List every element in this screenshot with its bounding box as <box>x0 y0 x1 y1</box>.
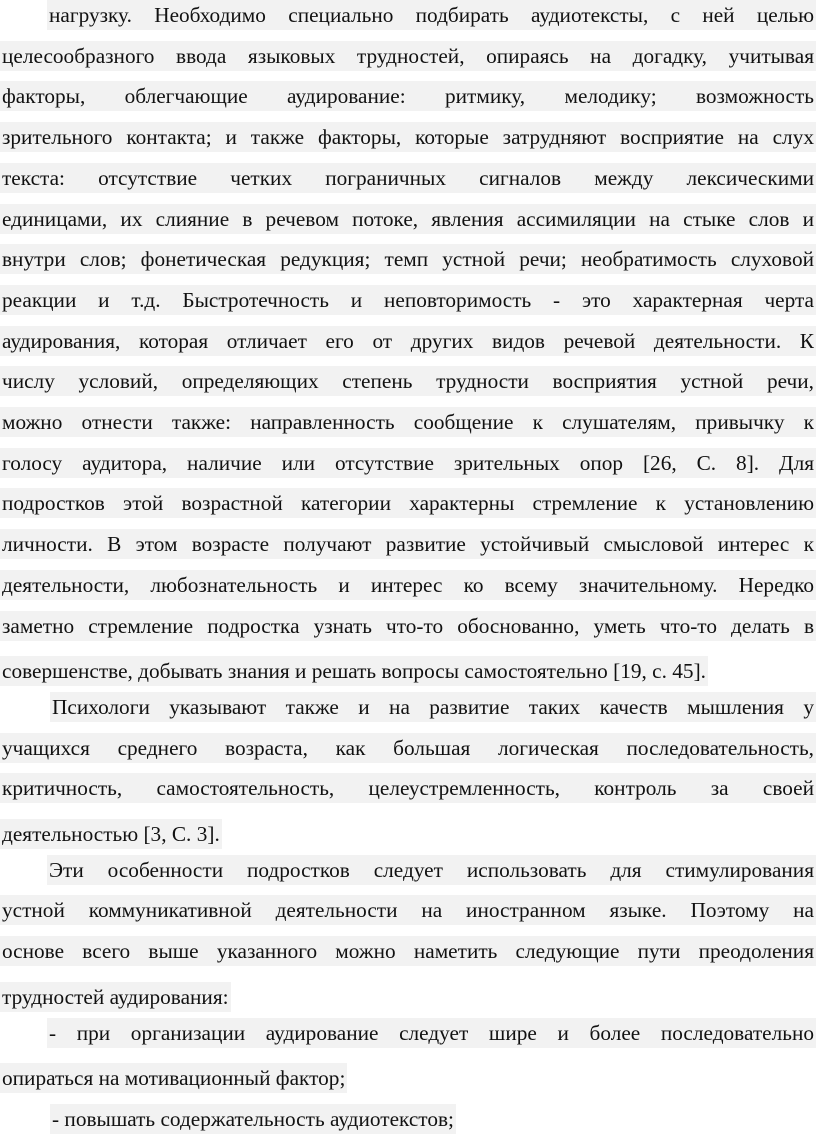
text-line-content: нагрузку. Необходимо специально подбирать аудиотексты, с ней целью <box>47 0 816 30</box>
text-line <box>0 448 816 489</box>
text-line-content: Психологи указывают также и на развитие таких качеств мышления у <box>50 692 816 722</box>
text-line <box>0 1058 816 1099</box>
text-line-content: можно отнести также: направленность сообщение к слушателям, привычку к <box>0 407 816 437</box>
text-line <box>0 41 816 82</box>
text-line-content: критичность, самостоятельность, целеустремленность, контроль за своей <box>0 773 816 803</box>
text-line-content: подростков этой возрастной категории характерны стремление к установлению <box>0 488 816 518</box>
text-line <box>0 773 816 814</box>
text-line-content: заметно стремление подростка узнать что-то обоснованно, уметь что-то делать в <box>0 611 816 641</box>
text-line-content: деятельностью [3, С. 3]. <box>0 819 222 849</box>
text-line-content: внутри слов; фонетическая редукция; темп устной речи; необратимость слуховой <box>0 244 816 274</box>
text-line-content: Эти особенности подростков следует использовать для стимулирования <box>47 855 816 885</box>
text-line <box>0 366 816 407</box>
text-line-content: целесообразного ввода языковых трудностей, опираясь на догадку, учитывая <box>0 41 816 71</box>
text-line-content: деятельности, любознательность и интерес ко всему значительному. Нередко <box>0 570 816 600</box>
text-line <box>0 204 816 245</box>
text-line <box>0 855 816 896</box>
text-line-content: единицами, их слияние в речевом потоке, явления ассимиляции на стыке слов и <box>0 204 816 234</box>
text-line <box>0 122 816 163</box>
text-line-content: числу условий, определяющих степень трудности восприятия устной речи, <box>0 366 816 396</box>
text-line <box>0 936 816 977</box>
text-line-content: факторы, облегчающие аудирование: ритмику, мелодику; возможность <box>0 81 816 111</box>
text-line <box>0 0 816 41</box>
text-line <box>0 81 816 122</box>
text-line <box>0 814 816 855</box>
text-line <box>0 651 816 692</box>
text-line <box>0 570 816 611</box>
text-line <box>0 488 816 529</box>
text-line <box>0 244 816 285</box>
text-line-content: совершенстве, добывать знания и решать вопросы самостоятельно [19, с. 45]. <box>0 656 708 686</box>
text-line <box>0 692 816 733</box>
text-line <box>0 285 816 326</box>
text-line-content: личности. В этом возрасте получают развитие устойчивый смысловой интерес к <box>0 529 816 559</box>
text-line-content: реакции и т.д. Быстротечность и неповторимость - это характерная черта <box>0 285 816 315</box>
text-line-content: - при организации аудирование следует шире и более последовательно <box>47 1018 816 1048</box>
text-line <box>0 529 816 570</box>
text-line <box>0 611 816 652</box>
text-line-content: учащихся среднего возраста, как большая логическая последовательность, <box>0 733 816 763</box>
text-line <box>0 895 816 936</box>
text-line-content: зрительного контакта; и также факторы, которые затрудняют восприятие на слух <box>0 122 816 152</box>
text-line-content: текста: отсутствие четких пограничных сигналов между лексическими <box>0 163 816 193</box>
text-line-content: основе всего выше указанного можно наметить следующие пути преодоления <box>0 936 816 966</box>
text-line <box>0 977 816 1018</box>
text-line <box>0 163 816 204</box>
text-line <box>0 326 816 367</box>
text-line <box>0 407 816 448</box>
text-line-content: трудностей аудирования: <box>0 982 231 1012</box>
text-line-content: аудирования, которая отличает его от других видов речевой деятельности. К <box>0 326 816 356</box>
text-line-content: голосу аудитора, наличие или отсутствие зрительных опор [26, С. 8]. Для <box>0 448 816 478</box>
text-line-content: опираться на мотивационный фактор; <box>0 1063 347 1093</box>
text-line <box>0 733 816 774</box>
text-line-content: устной коммуникативной деятельности на иностранном языке. Поэтому на <box>0 895 816 925</box>
text-line <box>0 1018 816 1059</box>
text-line-content: - повышать содержательность аудиотекстов; <box>50 1104 456 1134</box>
text-line <box>0 1099 816 1140</box>
